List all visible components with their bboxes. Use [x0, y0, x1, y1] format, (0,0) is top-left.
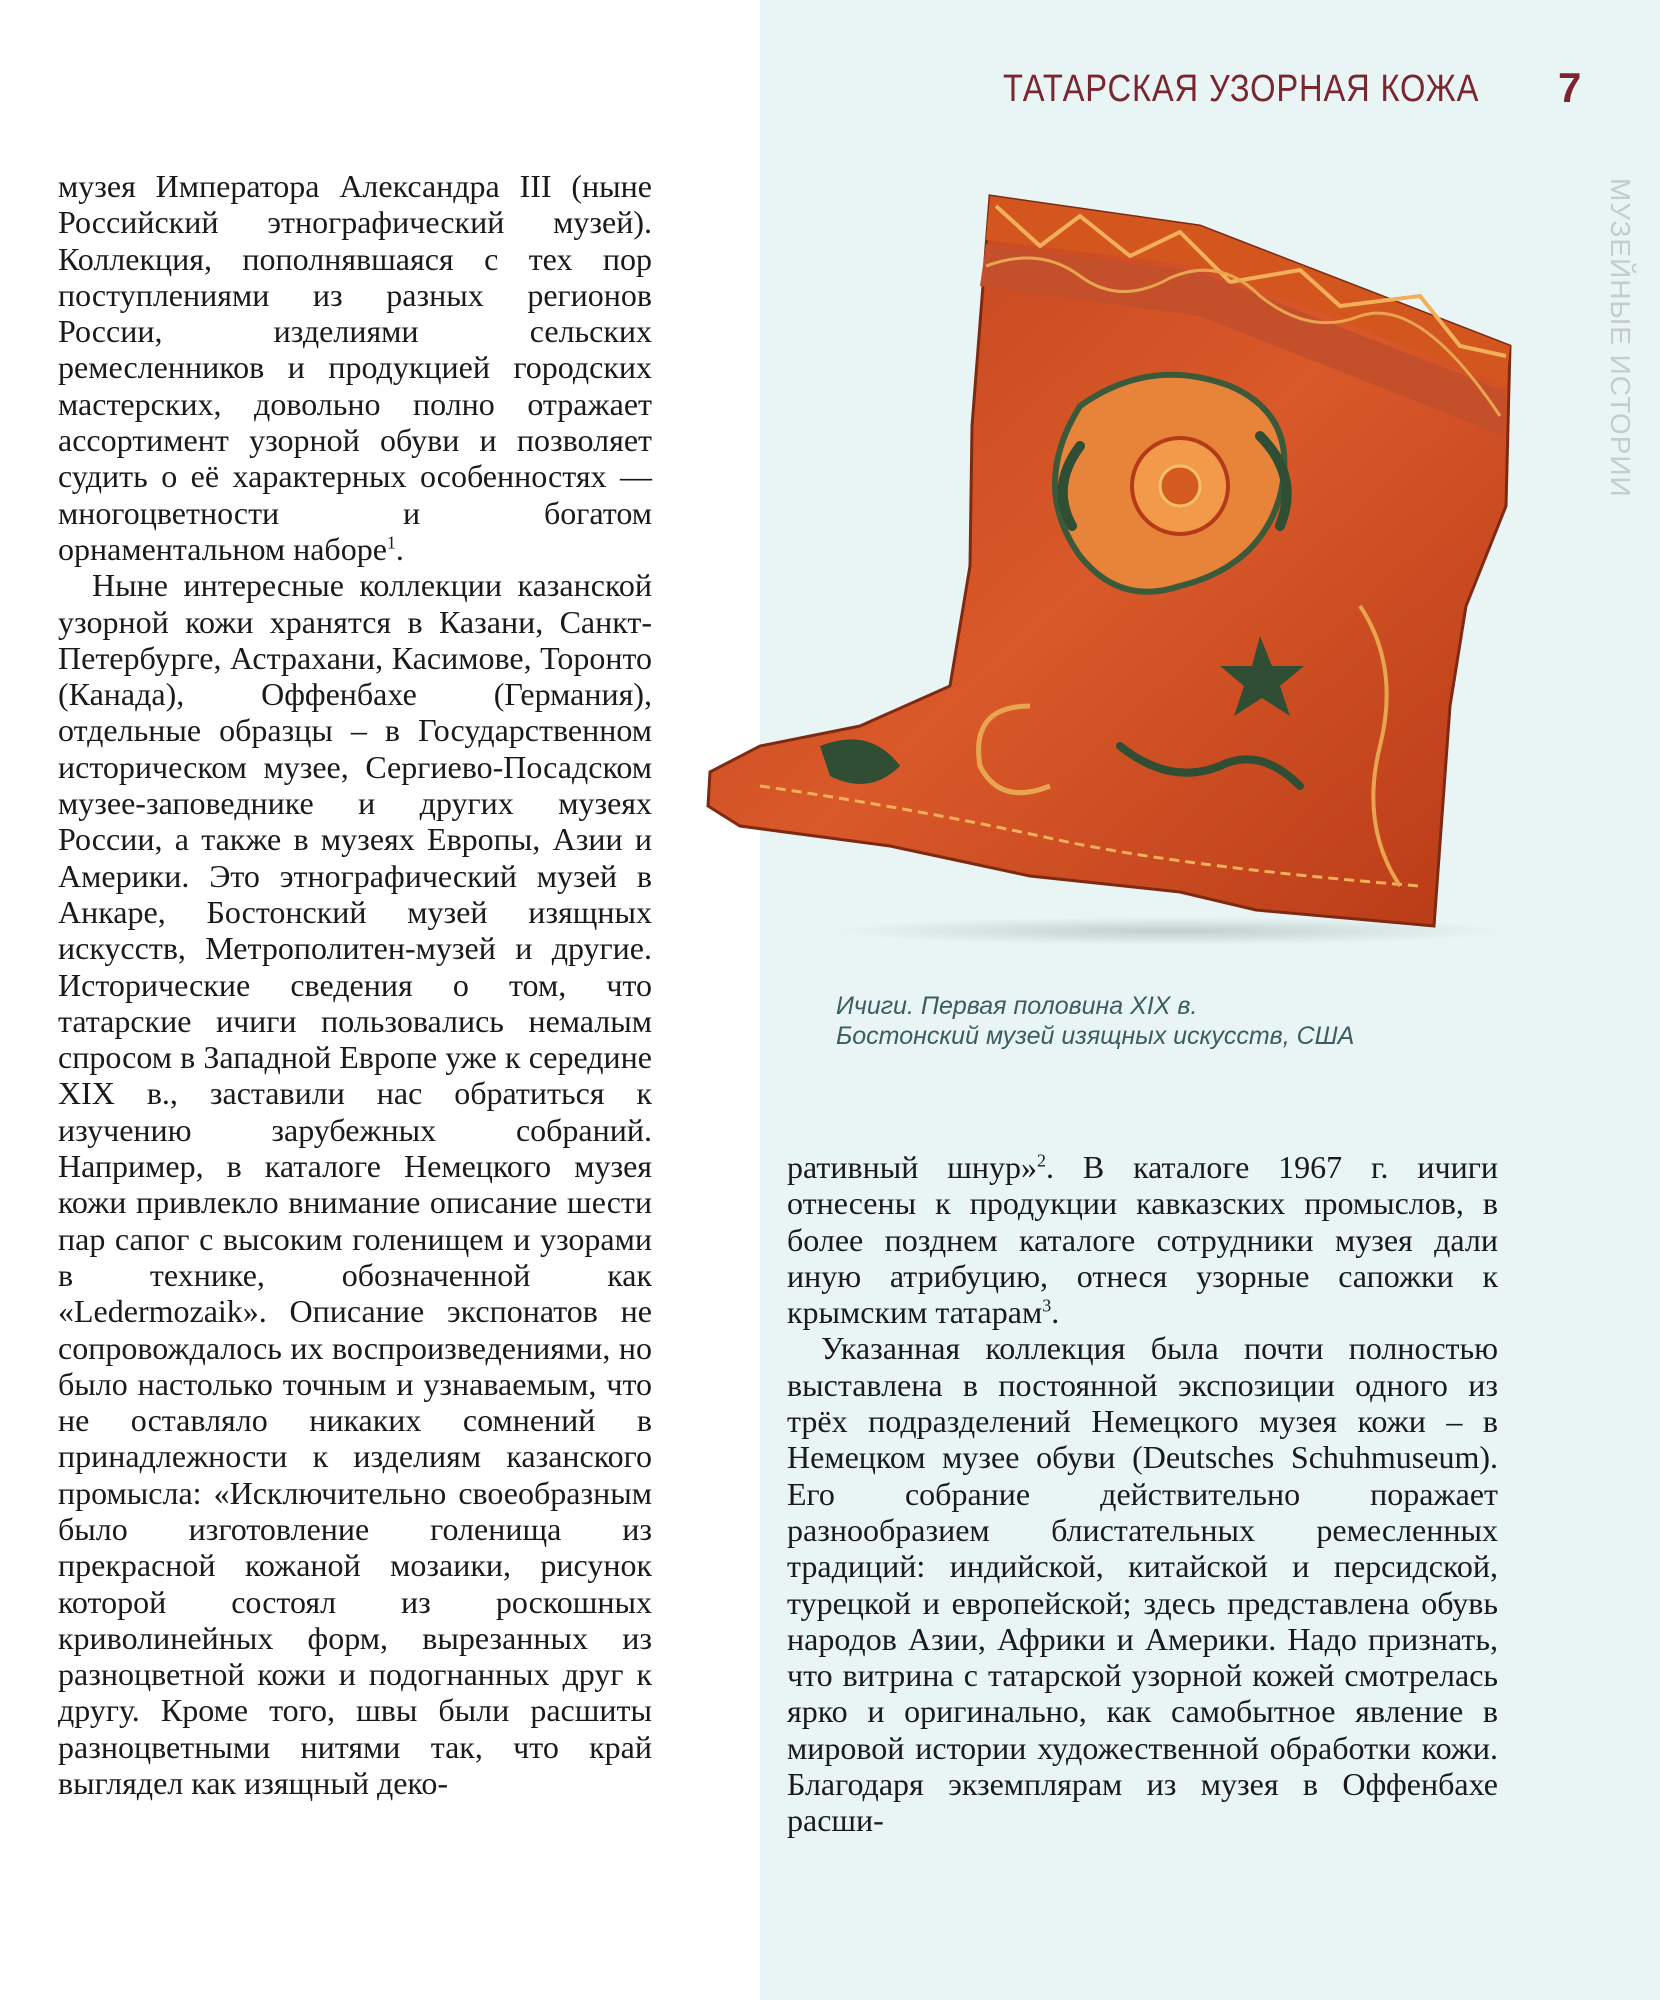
caption-line: Ичиги. Первая половина XIX в. [836, 992, 1198, 1020]
right-text-column [787, 1149, 1498, 1839]
footnote-ref: 2 [1037, 1150, 1046, 1171]
section-side-label: МУЗЕЙНЫЕ ИСТОРИИ [1605, 178, 1636, 498]
page-number: 7 [1558, 64, 1582, 111]
caption-line: Бостонский музей изящных искусств, США [836, 1022, 1355, 1050]
left-text-column [58, 168, 652, 1801]
paragraph: ративный шнур»$^2$. В каталоге 1967 г. ичиги отнесены к продукции кавказских промыслов, в более позднем каталоге сотрудники музея дали иную атрибуцию, отнеся узорные сапожки к крымским татарам$^3$. [787, 1149, 1499, 1331]
footnote-ref: 1 [386, 532, 396, 553]
paragraph: музея Императора Александра III (ныне Российский этнографический музей). Коллекция, пополнявшаяся с тех пор поступлениями из разных регионов России, изделиями сельских ремесленников и продукцией городских мастерских, довольно полно отражает ассортимент узорной обуви и позволяет судить о её характерных особенностях — многоцветности и богатом орнаментальном наборе$^1$. [58, 168, 652, 567]
boot-photo [700, 186, 1530, 956]
footnote-ref: 3 [1042, 1295, 1052, 1316]
paragraph: Ныне интересные коллекции казанской узорной кожи хранятся в Казани, Санкт-Петербурге, Астрахани, Касимове, Торонто (Канада), Оффенбахе (Германия), отдельные образцы – в Государственном историческом музее, Сергиево-Посадском музее-заповеднике и других музеях России, а также в музеях Европы, Азии и Америки. Это этнографический музей в Анкаре, Бостонский музей изящных искусств, Метрополитен-музей и другие. Исторические сведения о том, что татарские ичиги пользовались немалым спросом в Западной Европе уже к середине XIX в., заставили нас обратиться к изучению зарубежных собраний. Например, в каталоге Немецкого музея кожи привлекло внимание описание шести пар сапог с высоким голенищем и узорами в технике, обозначенной как «Ledermozaik». Описание экспонатов не сопровождалось их воспроизведениями, но было настолько точным и узнаваемым, что не оставляло никаких сомнений в принадлежности к изделиям казанского промысла: «Исключительно своеобразным было изготовление голенища из прекрасной кожаной мозаики, рисунок которой состоял из роскошных криволинейных форм, вырезанных из разноцветной кожи и подогнанных друг к другу. Кроме того, швы были расшиты разноцветными нитями так, что край выглядел как изящный деко- [58, 567, 652, 1802]
running-header: ТАТАРСКАЯ УЗОРНАЯ КОЖА [1003, 68, 1480, 110]
figure-caption [836, 991, 1354, 1051]
paragraph: Указанная коллекция была почти полностью выставлена в постоянной экспозиции одного из трёх подразделений Немецкого музея кожи – в Немецком музее обуви (Deutsches Schuhmuseum). Его собрание действительно поражает разнообразием блистательных ремесленных традиций: индийской, китайской и персидской, турецкой и европейской; здесь представлена обувь народов Азии, Африки и Америки. Надо признать, что витрина с татарской узорной кожей смотрелась ярко и оригинально, как самобытное явление в мировой истории художественной обработки кожи. Благодаря экземплярам из музея в Оффенбахе расши- [787, 1330, 1498, 1839]
